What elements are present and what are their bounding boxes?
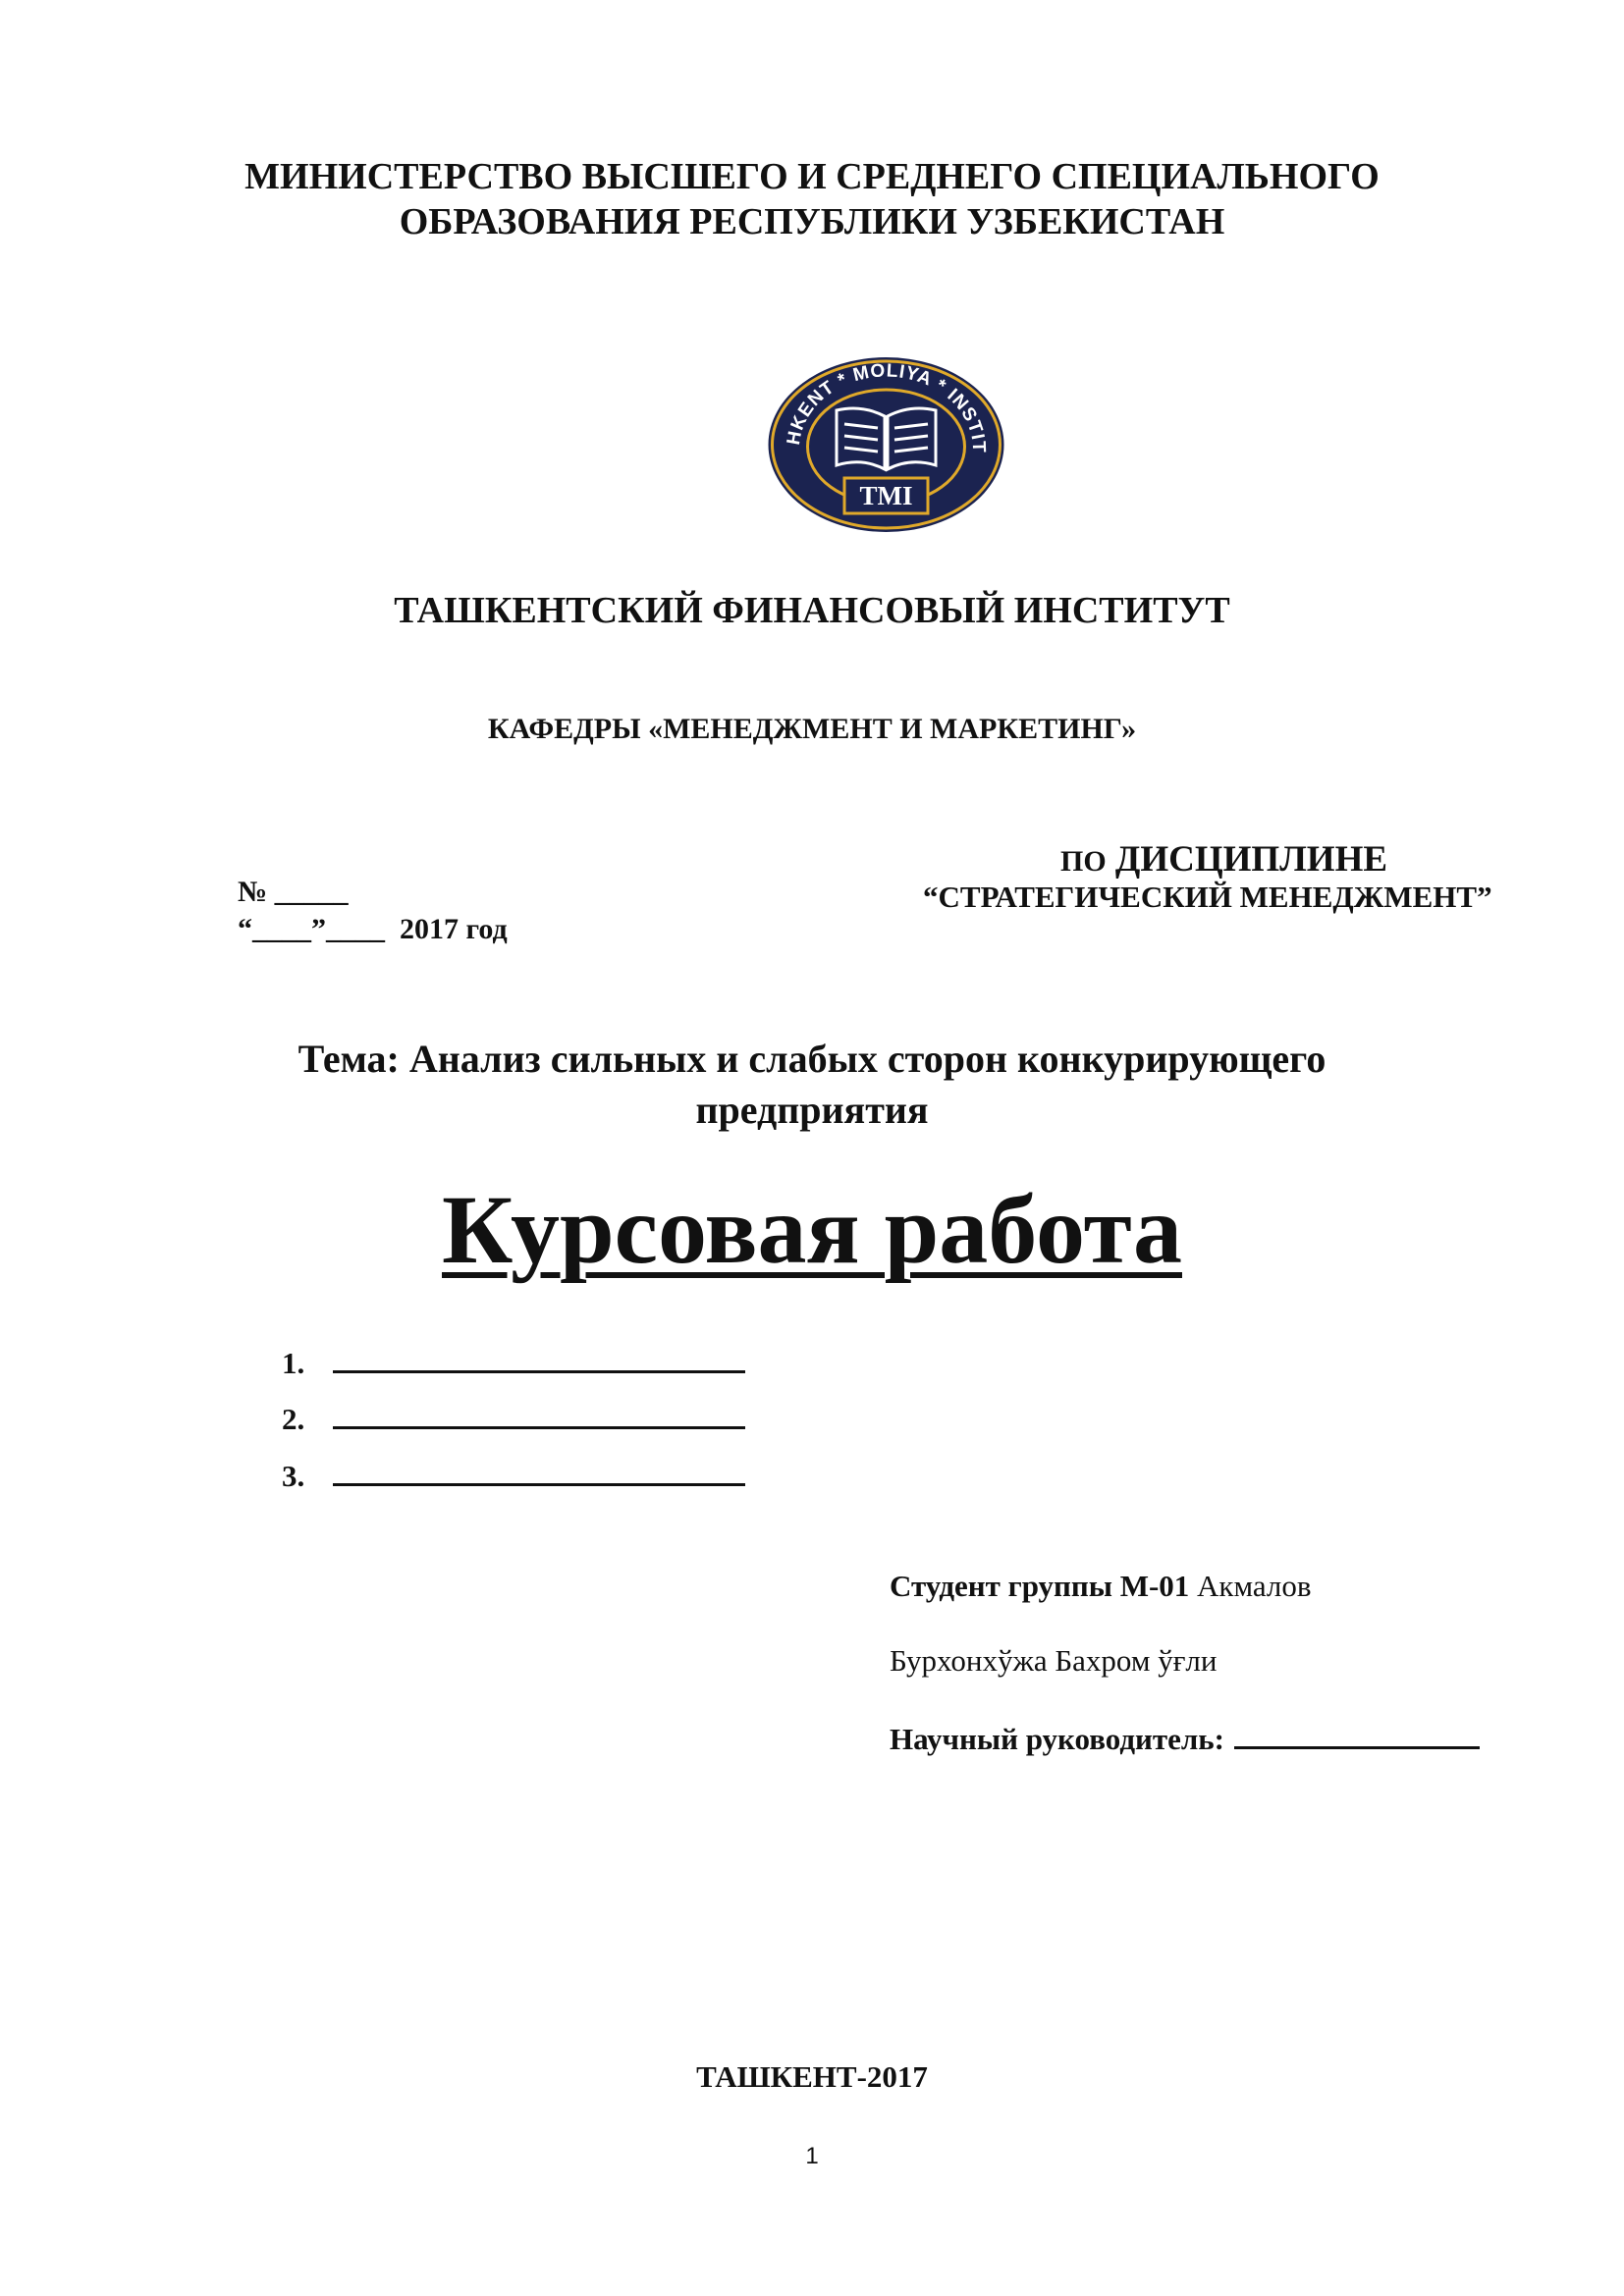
discipline-label [1060, 838, 1387, 881]
supervisor-label: Научный руководитель: [890, 1722, 1224, 1756]
institute-name: ТАШКЕНТСКИЙ ФИНАНСОВЫЙ ИНСТИТУТ [394, 590, 1230, 631]
list-item [282, 1456, 745, 1494]
blank-line [1234, 1719, 1480, 1749]
department-name: КАФЕДРЫ «МЕНЕДЖМЕНТ И МАРКЕТИНГ» [487, 713, 1137, 745]
document-type-text: Курсовая работа [442, 1175, 1182, 1284]
registration-date: “____”____ 2017 год [238, 913, 508, 945]
student-line [890, 1569, 1312, 1604]
list-item-number: 2. [282, 1402, 305, 1436]
list-item-number: 1. [282, 1346, 305, 1380]
institute-logo [766, 355, 1006, 534]
blank-line [333, 1456, 745, 1486]
ministry-header [0, 154, 1624, 244]
topic-line-1: Тема: Анализ сильных и слабых сторон конкурирующего [298, 1037, 1326, 1081]
discipline-name: “СТРАТЕГИЧЕСКИЙ МЕНЕДЖМЕНТ” [923, 880, 1492, 914]
discipline-label-text: ДИСЦИПЛИНЕ [1114, 839, 1388, 880]
svg-text:TOSHKENT * MOLIYA * INSTITUTI: HKENT * MOLIYA * INSTIT [783, 360, 990, 454]
supervisor-line [890, 1719, 1480, 1757]
registration-number: № _____ [238, 876, 349, 908]
topic [0, 1034, 1624, 1136]
topic-line-2: предприятия [695, 1088, 929, 1132]
page-number: 1 [805, 2143, 819, 2169]
student-label: Студент группы М-01 [890, 1569, 1190, 1603]
student-full-name: Бурхонхўжа Бахром ўғли [890, 1643, 1218, 1678]
student-surname: Акмалов [1189, 1569, 1312, 1603]
blank-line [333, 1399, 745, 1429]
svg-text:TMI: TMI [859, 481, 913, 510]
ministry-line-1: МИНИСТЕРСТВО ВЫСШЕГО И СРЕДНЕГО СПЕЦИАЛЬНОГО [244, 156, 1380, 197]
list-item [282, 1343, 745, 1381]
institute-seal-icon [766, 355, 1006, 534]
list-item [282, 1399, 745, 1437]
ministry-line-2: ОБРАЗОВАНИЯ РЕСПУБЛИКИ УЗБЕКИСТАН [399, 201, 1225, 242]
blank-line [333, 1343, 745, 1373]
city-year: ТАШКЕНТ-2017 [696, 2059, 928, 2094]
list-item-number: 3. [282, 1459, 305, 1493]
document-type-title [0, 1173, 1624, 1286]
discipline-prefix: ПО [1060, 845, 1107, 878]
